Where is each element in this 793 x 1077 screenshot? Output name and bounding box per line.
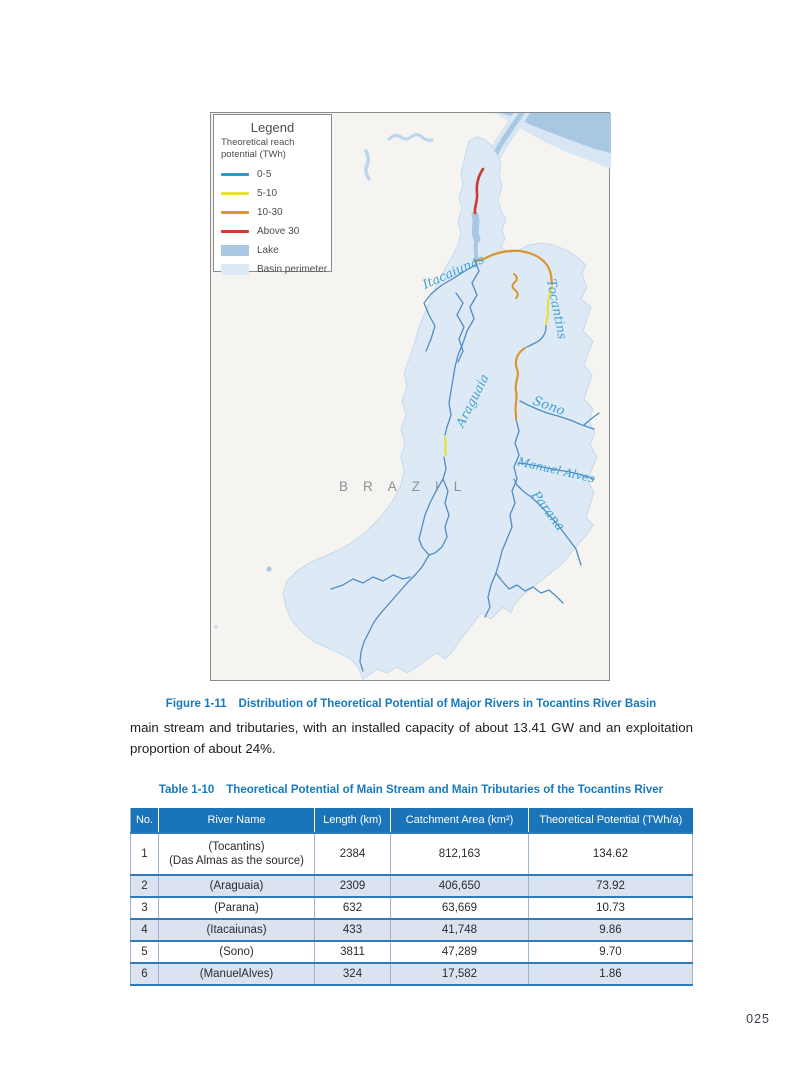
legend-item [221, 184, 324, 203]
cell-river-name: (Itacaiunas) [159, 919, 315, 941]
cell-length: 3811 [315, 941, 391, 963]
legend-line-0-5 [221, 173, 249, 176]
legend-label: Above 30 [257, 225, 300, 237]
legend-label: 0-5 [257, 168, 272, 180]
reservoir-upper [475, 215, 477, 239]
cell-area: 812,163 [391, 833, 529, 875]
figure-label: Figure 1-11 [165, 698, 227, 710]
cell-no: 3 [131, 897, 159, 919]
cell-no: 6 [131, 963, 159, 985]
river-name-line2: (Das Almas as the source) [169, 855, 304, 867]
cell-length: 2309 [315, 875, 391, 897]
legend-swatch-lake [221, 245, 249, 256]
cell-area: 47,289 [391, 941, 529, 963]
river-label-araguaia: Araguaia [452, 371, 492, 430]
figure-caption [130, 698, 692, 710]
basin-map-figure [210, 112, 610, 681]
legend-item [221, 241, 324, 260]
legend-swatch-basin [221, 264, 249, 275]
legend-item [221, 165, 324, 184]
legend-line-5-10 [221, 192, 249, 195]
table-title: Theoretical Potential of Main Stream and Main Tributaries of the Tocantins River [226, 784, 664, 796]
cell-potential: 1.86 [529, 963, 693, 985]
cell-no: 5 [131, 941, 159, 963]
legend-label: Lake [257, 244, 279, 256]
cell-river-name: (Araguaia) [159, 875, 315, 897]
cell-no: 4 [131, 919, 159, 941]
cell-river-name: (Parana) [159, 897, 315, 919]
cell-potential: 10.73 [529, 897, 693, 919]
river-label-manuel-alves: Manuel Alves [516, 454, 597, 486]
cell-river-name: (ManuelAlves) [159, 963, 315, 985]
cell-area: 41,748 [391, 919, 529, 941]
river-name-line1: (Tocantins) [208, 840, 265, 853]
body-paragraph: main stream and tributaries, with an installed capacity of about 13.41 GW and an exploitation proportion of about 24%. [130, 720, 693, 756]
col-header-length: Length (km) [315, 808, 391, 833]
figure-title: Distribution of Theoretical Potential of Major Rivers in Tocantins River Basin [238, 698, 657, 710]
river-label-sono: Sono [530, 393, 567, 420]
reach-5-10-araguaia [445, 437, 446, 455]
cell-river-name: (Sono) [159, 941, 315, 963]
legend-label: Basin perimeter [257, 263, 328, 275]
lake-sliver-north [366, 151, 369, 179]
river-potential-table [130, 808, 693, 986]
lake-squiggle-north [389, 135, 432, 141]
river-label-itacaiunas: Itacaiunas [420, 251, 487, 292]
legend-subtitle: Theoretical reach potential (TWh) [221, 137, 295, 160]
table-caption [130, 784, 692, 796]
cell-no: 1 [131, 833, 159, 875]
cell-length: 2384 [315, 833, 391, 875]
table-row [131, 963, 693, 985]
col-header-potential: Theoretical Potential (TWh/a) [529, 808, 693, 833]
cell-area: 63,669 [391, 897, 529, 919]
legend-label: 10-30 [257, 206, 283, 218]
cell-potential: 73.92 [529, 875, 693, 897]
river-label-parana: Parana [527, 488, 568, 535]
col-header-river-name: River Name [159, 808, 315, 833]
cell-length: 433 [315, 919, 391, 941]
table-header-row [131, 808, 693, 833]
table-label: Table 1-10 [158, 784, 215, 796]
legend-title: Legend [250, 120, 295, 135]
cell-length: 632 [315, 897, 391, 919]
cell-potential: 9.86 [529, 919, 693, 941]
legend-item [221, 260, 328, 279]
col-header-catchment-area: Catchment Area (km²) [391, 808, 529, 833]
legend-line-above-30 [221, 230, 249, 233]
map-legend [213, 114, 332, 275]
cell-river-name [159, 833, 315, 875]
table-row [131, 919, 693, 941]
cell-potential: 9.70 [529, 941, 693, 963]
legend-label: 5-10 [257, 187, 278, 199]
table-row [131, 941, 693, 963]
table-row [131, 833, 693, 875]
table-row [131, 875, 693, 897]
col-header-no: No. [131, 808, 159, 833]
cell-no: 2 [131, 875, 159, 897]
legend-line-10-30 [221, 211, 249, 214]
country-label: BRAZIL [339, 479, 477, 494]
river-label-tocantins: Tocantins [544, 277, 571, 341]
cell-potential: 134.62 [529, 833, 693, 875]
legend-item [221, 222, 324, 241]
small-lake-dot [267, 567, 272, 572]
cell-length: 324 [315, 963, 391, 985]
cell-area: 17,582 [391, 963, 529, 985]
small-lake-dot-2 [214, 625, 218, 629]
legend-item [221, 203, 324, 222]
page-number: 025 [746, 1012, 770, 1026]
cell-area: 406,650 [391, 875, 529, 897]
table-row [131, 897, 693, 919]
